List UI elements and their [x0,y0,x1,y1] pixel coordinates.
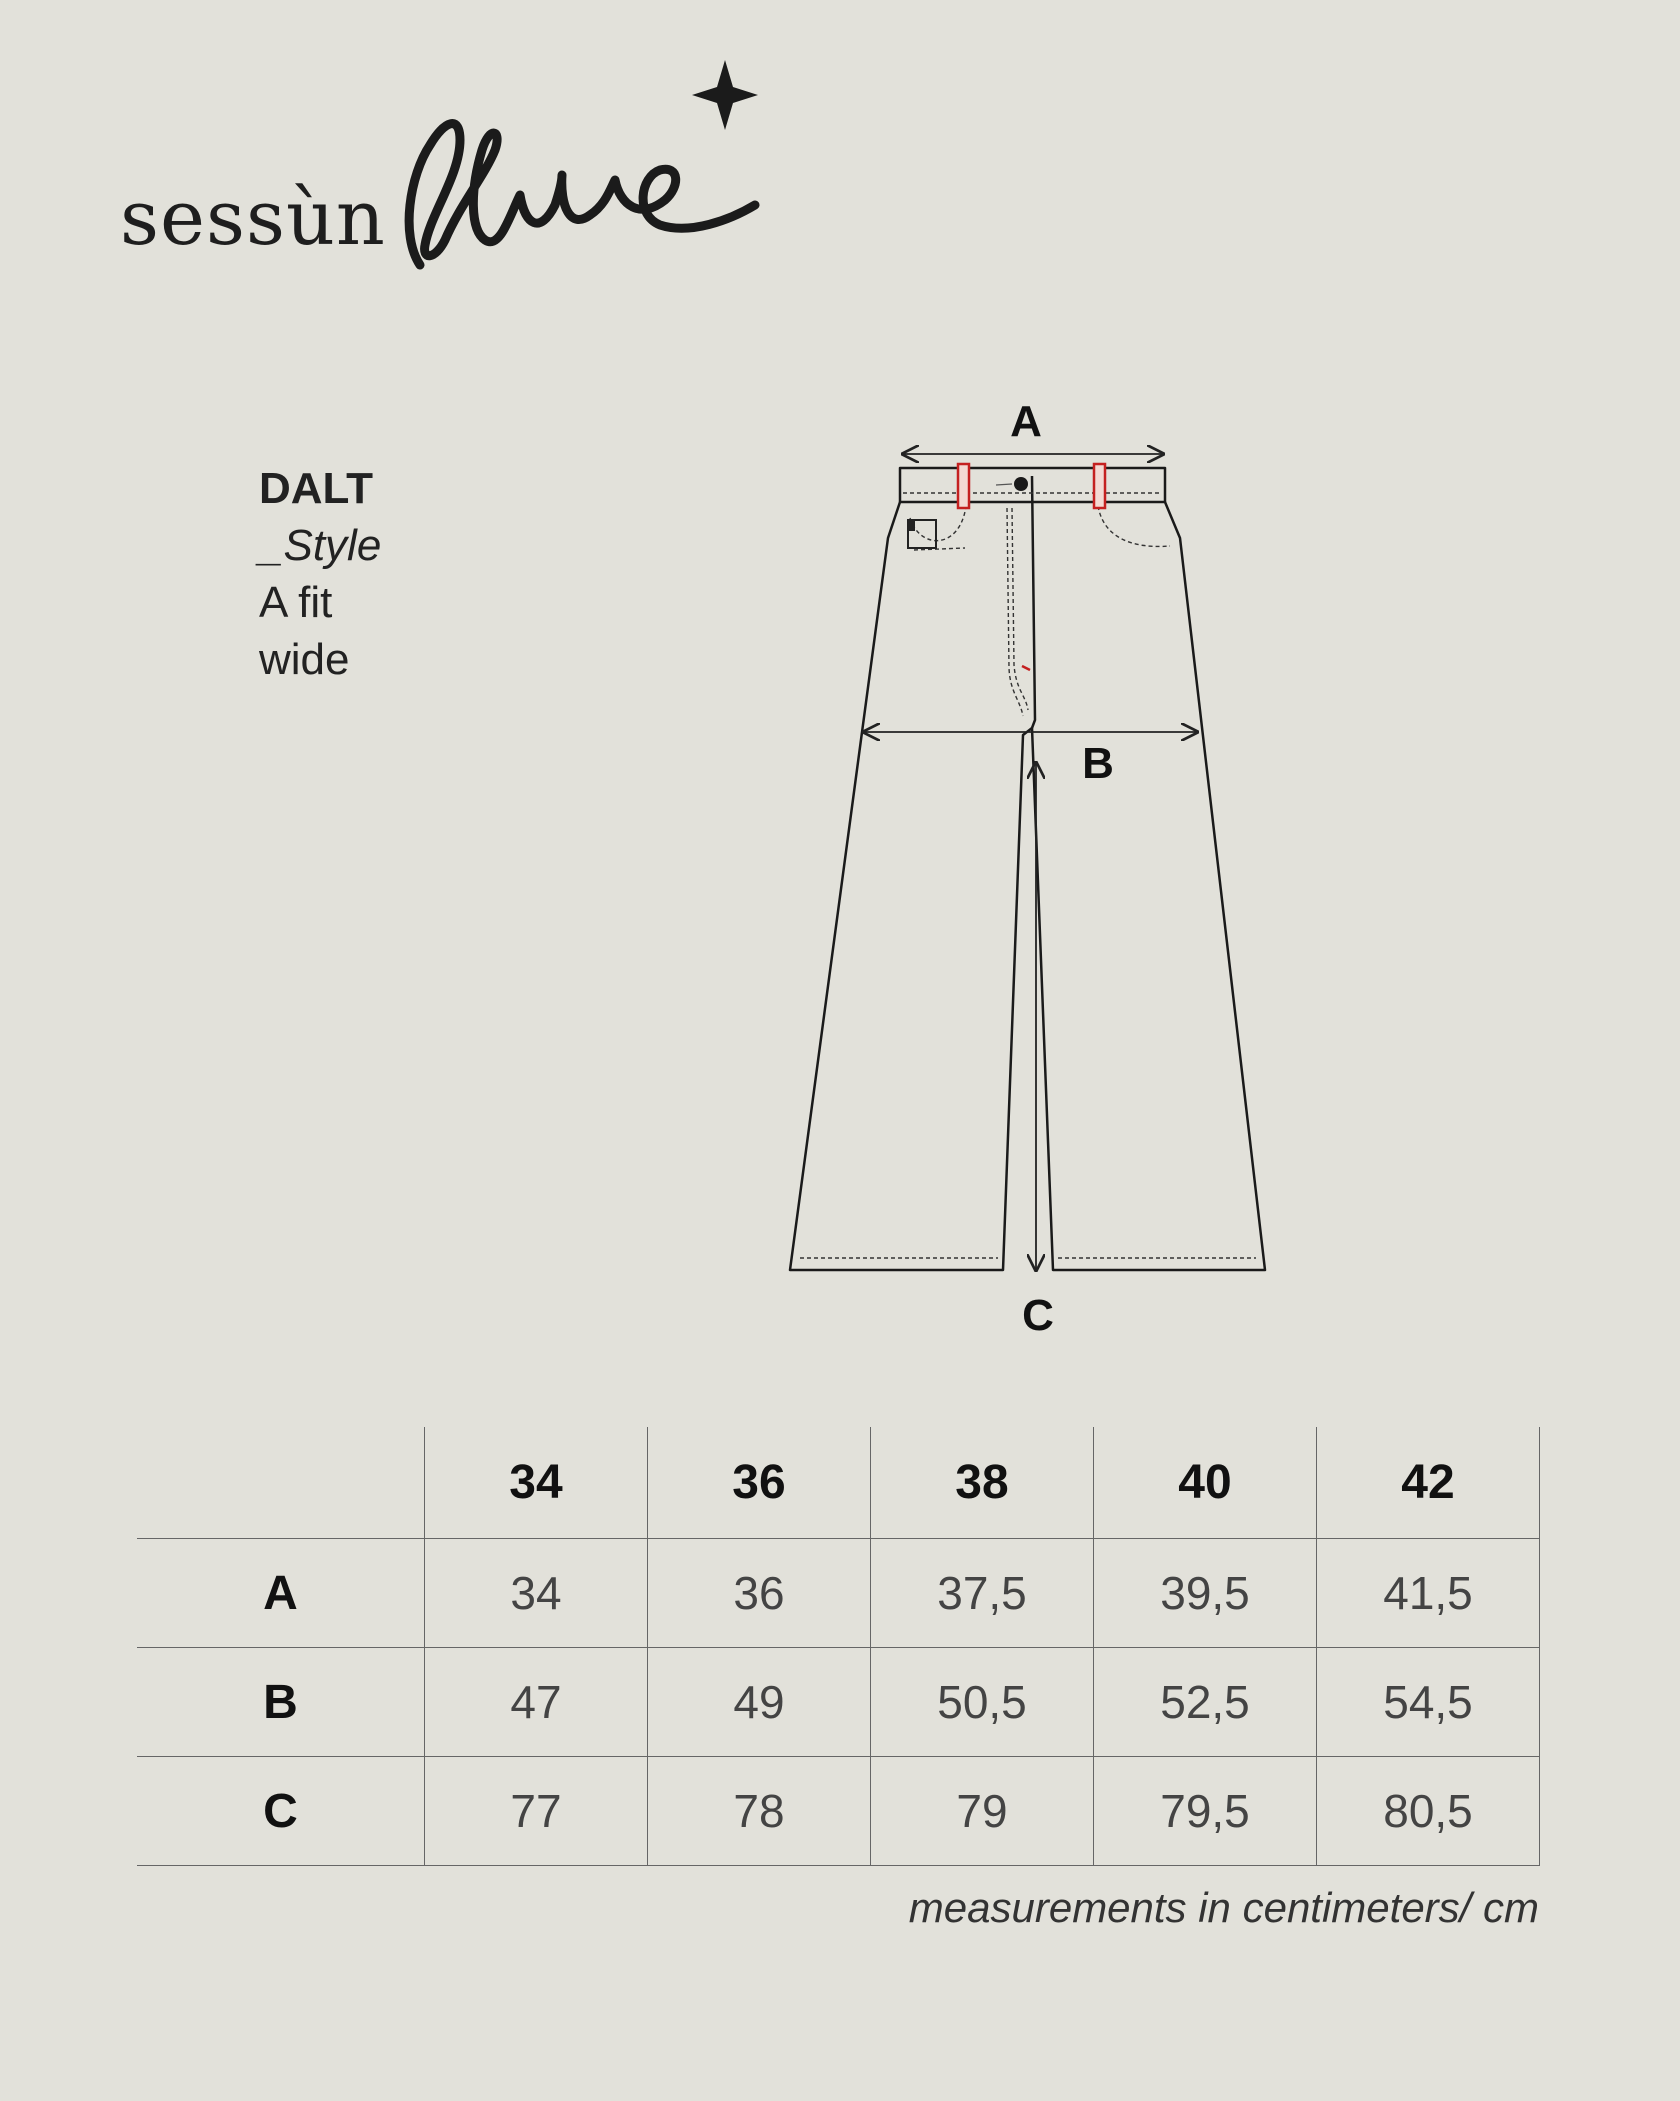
jeans-outline-icon [790,468,1265,1270]
size-header-row [137,1427,1540,1539]
measurement-cell: 80,5 [1317,1757,1540,1866]
measurement-cell: 41,5 [1317,1539,1540,1648]
size-header: 38 [871,1427,1094,1539]
table-row [137,1539,1540,1648]
fit-line-1: A fit [259,578,333,627]
row-label: B [137,1648,425,1757]
table-row [137,1757,1540,1866]
measurement-cell: 79,5 [1094,1757,1317,1866]
measurement-cell: 79 [871,1757,1094,1866]
measurement-cell: 52,5 [1094,1648,1317,1757]
row-label: C [137,1757,425,1866]
size-header: 34 [425,1427,648,1539]
measurement-cell: 54,5 [1317,1648,1540,1757]
row-label: A [137,1539,425,1648]
brand-name: sessùn [120,173,386,262]
size-header: 42 [1317,1427,1540,1539]
measure-label-c: C [1022,1291,1054,1340]
size-chart-table [137,1427,1540,1866]
measure-label-a: A [1010,397,1042,446]
style-name: DALT [259,464,374,513]
units-footnote: measurements in centimeters/ cm [908,1884,1539,1931]
table-row [137,1648,1540,1757]
style-info [259,460,381,688]
measurement-cell: 34 [425,1539,648,1648]
style-label: _Style [259,521,382,570]
fit-line-2: wide [259,635,350,684]
table-corner [137,1427,425,1539]
measurement-cell: 49 [648,1648,871,1757]
jeans-measurement-diagram [760,380,1300,1340]
measurement-cell: 36 [648,1539,871,1648]
blue-script-logo [390,55,810,285]
measurement-cell: 50,5 [871,1648,1094,1757]
measure-label-b: B [1082,739,1114,788]
size-header: 40 [1094,1427,1317,1539]
measurement-cell: 47 [425,1648,648,1757]
measurement-cell: 77 [425,1757,648,1866]
measurement-cell: 39,5 [1094,1539,1317,1648]
size-header: 36 [648,1427,871,1539]
measurement-cell: 37,5 [871,1539,1094,1648]
measurement-cell: 78 [648,1757,871,1866]
